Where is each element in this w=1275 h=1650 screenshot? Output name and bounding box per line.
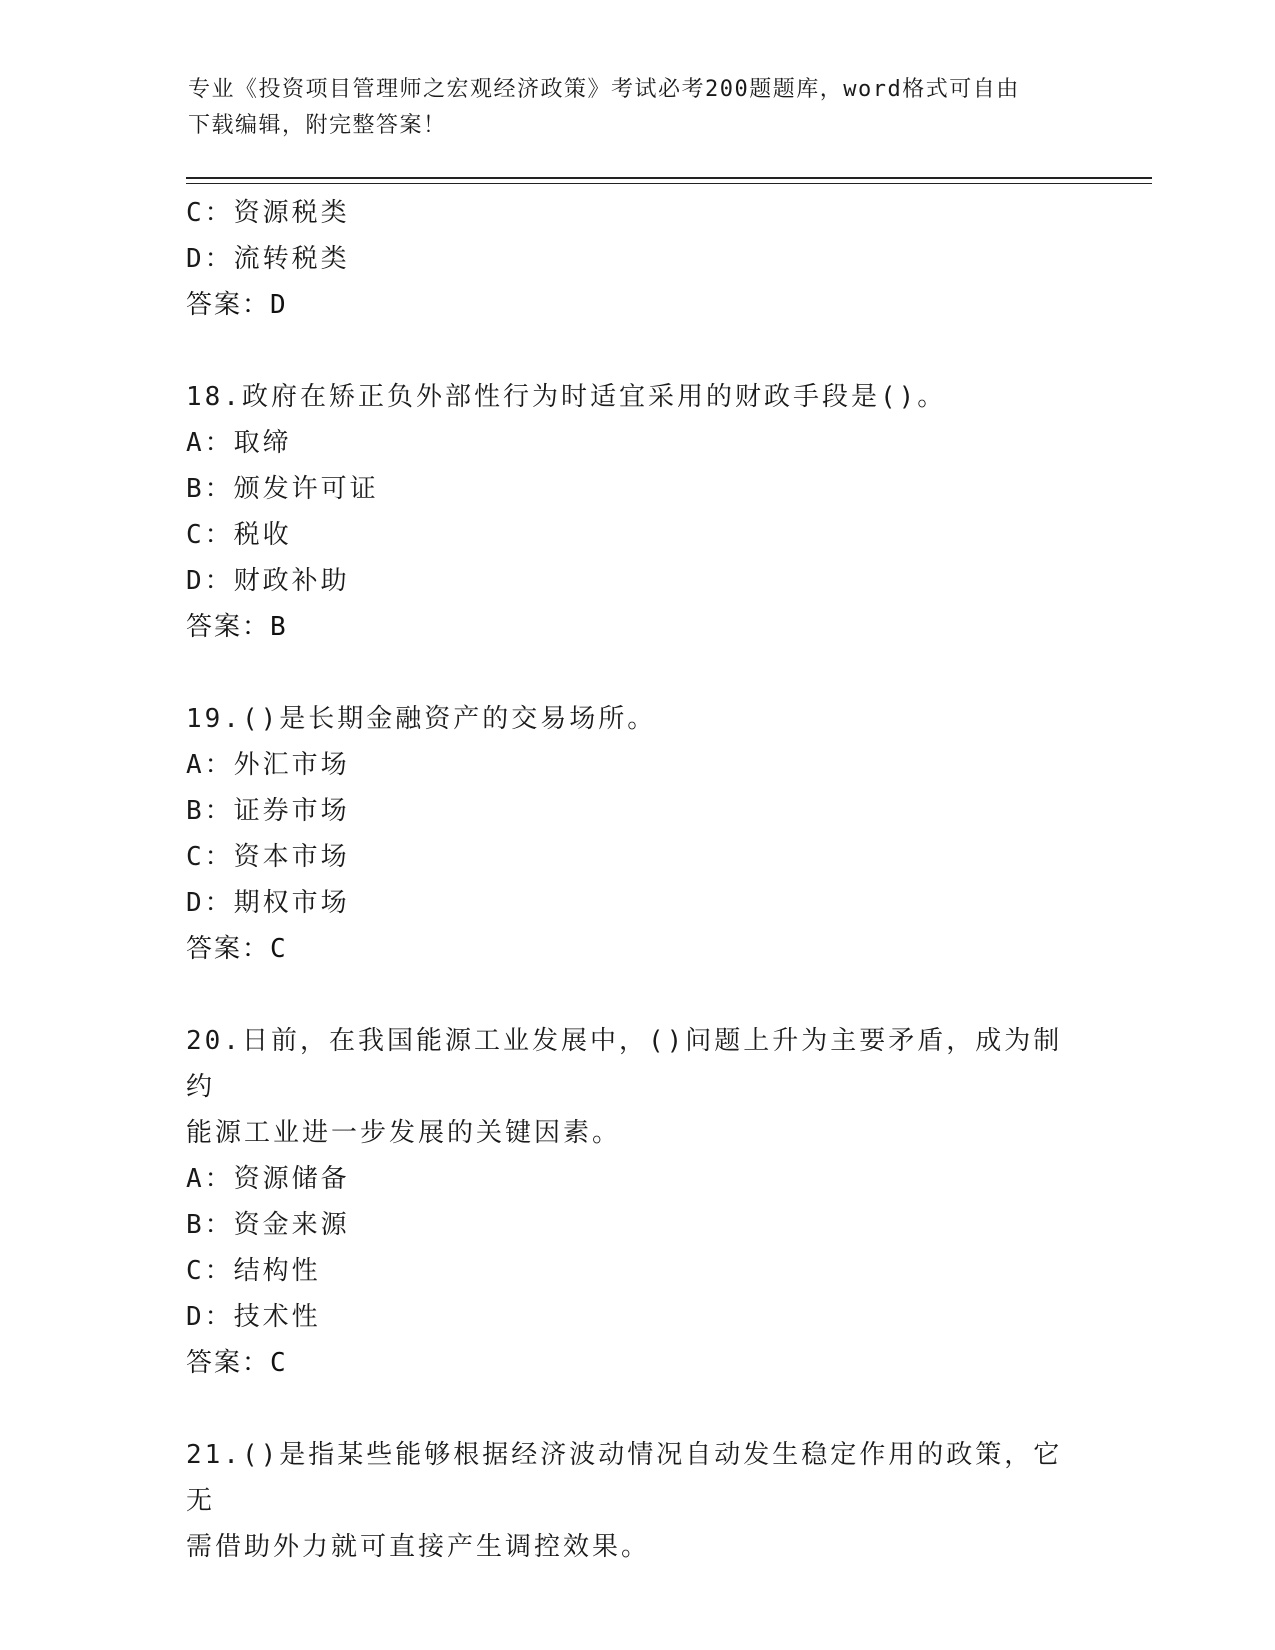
option-b: B：颁发许可证 (186, 474, 379, 504)
document-header (188, 72, 1088, 144)
question-stem-line-2: 能源工业进一步发展的关键因素。 (186, 1118, 622, 1148)
option-c: C：资源税类 (186, 198, 350, 228)
answer-line: 答案：D (186, 290, 288, 320)
answer-line: 答案：C (186, 1348, 288, 1378)
option-b: B：资金来源 (186, 1210, 350, 1240)
option-a: A：资源储备 (186, 1164, 350, 1194)
question-stem-line-1: 20.日前，在我国能源工业发展中，()问题上升为主要矛盾，成为制约 (186, 1026, 1063, 1102)
header-rule-thin (186, 183, 1152, 184)
option-d: D：技术性 (186, 1302, 321, 1332)
question-stem: 19.()是长期金融资产的交易场所。 (186, 704, 657, 734)
option-a: A：取缔 (186, 428, 292, 458)
option-a: A：外汇市场 (186, 750, 350, 780)
answer-line: 答案：C (186, 934, 288, 964)
question-stem: 18.政府在矫正负外部性行为时适宜采用的财政手段是()。 (186, 382, 947, 412)
answer-line: 答案：B (186, 612, 288, 642)
spacer (186, 1386, 1106, 1432)
question-stem-line-1: 21.()是指某些能够根据经济波动情况自动发生稳定作用的政策，它无 (186, 1440, 1063, 1516)
option-c: C：税收 (186, 520, 292, 550)
carryover-block (186, 190, 1106, 328)
header-rule-thick (186, 177, 1152, 179)
header-line-2: 下载编辑，附完整答案！ (188, 113, 447, 138)
option-b: B：证券市场 (186, 796, 350, 826)
option-c: C：资本市场 (186, 842, 350, 872)
question-19 (186, 696, 1106, 972)
spacer (186, 328, 1106, 374)
option-d: D：期权市场 (186, 888, 350, 918)
option-c: C：结构性 (186, 1256, 321, 1286)
question-21 (186, 1432, 1106, 1570)
question-stem-line-2: 需借助外力就可直接产生调控效果。 (186, 1532, 651, 1562)
question-20 (186, 1018, 1106, 1386)
spacer (186, 972, 1106, 1018)
spacer (186, 650, 1106, 696)
question-list (186, 190, 1106, 1570)
header-line-1: 专业《投资项目管理师之宏观经济政策》考试必考200题题库，word格式可自由 (188, 77, 1020, 102)
option-d: D：流转税类 (186, 244, 350, 274)
question-18 (186, 374, 1106, 650)
option-d: D：财政补助 (186, 566, 350, 596)
